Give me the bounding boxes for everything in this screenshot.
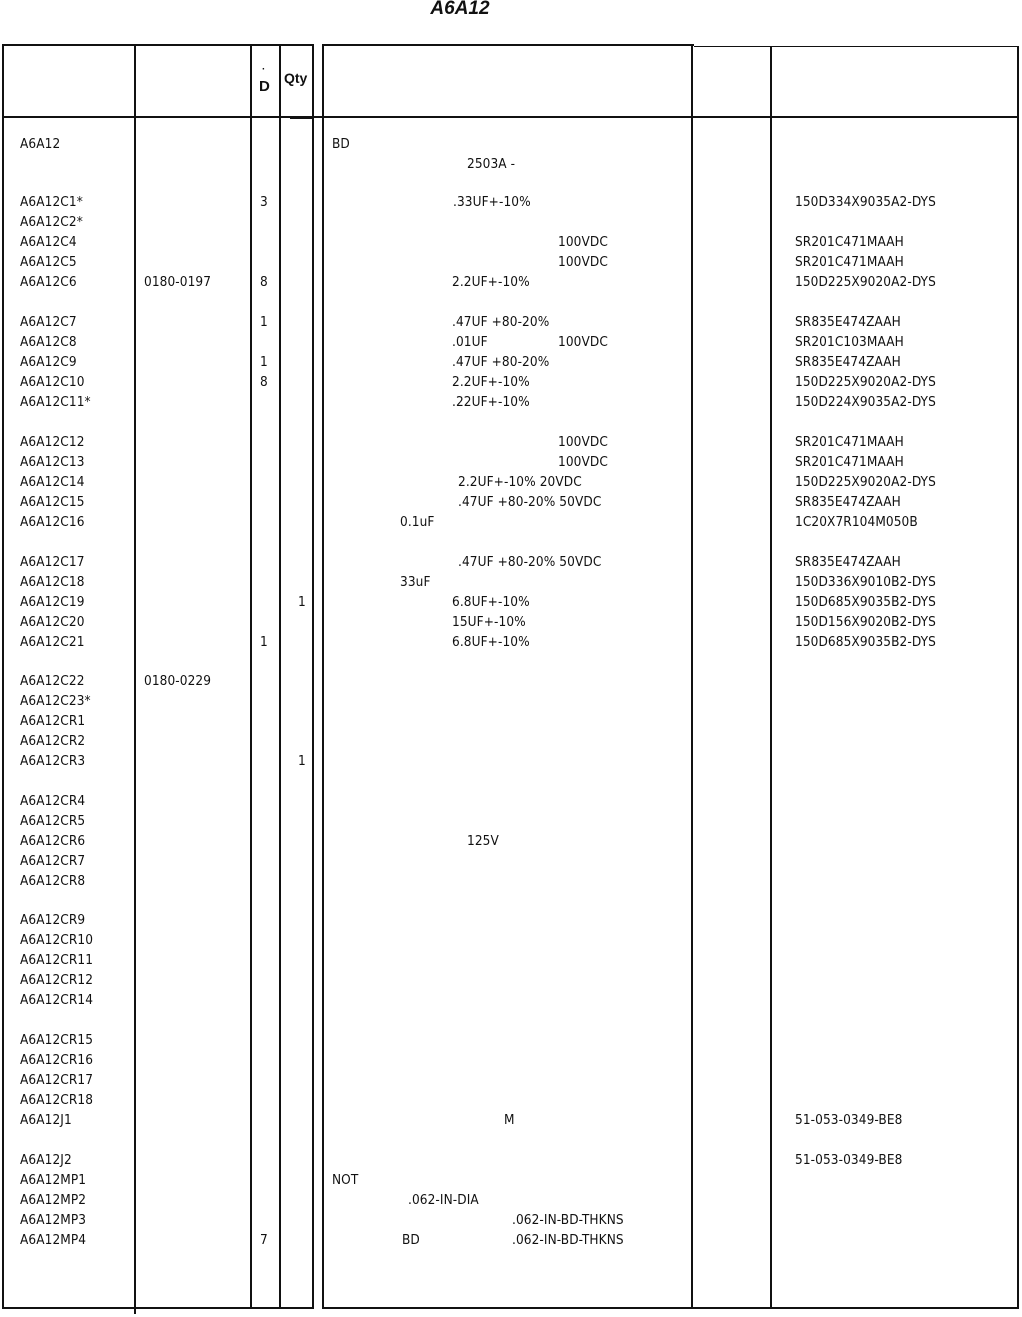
reference-designator: A6A12C1* [20, 194, 83, 210]
description-text: 15UF+-10% [452, 614, 526, 630]
reference-designator: A6A12C12 [20, 434, 85, 450]
part-number: 0180-0197 [144, 274, 212, 290]
mfr-part-number: SR201C471MAAH [795, 454, 904, 470]
description-text: .33UF+-10% [453, 194, 531, 210]
description-text: .47UF +80-20% 50VDC [458, 554, 602, 570]
table-bottom-rule-left [2, 1307, 312, 1309]
reference-designator: A6A12CR15 [20, 1032, 94, 1048]
description-text: 6.8UF+-10% [452, 594, 530, 610]
description-text: 0.1uF [400, 514, 435, 530]
col-rule-qty-gap [312, 44, 314, 1309]
reference-designator: A6A12CR16 [20, 1052, 94, 1068]
reference-designator: A6A12J2 [20, 1152, 72, 1168]
mfr-part-number: SR835E474ZAAH [795, 494, 901, 510]
mfr-part-number: SR201C103MAAH [795, 334, 904, 350]
description-text: 6.8UF+-10% [452, 634, 530, 650]
quantity: 1 [298, 594, 306, 610]
reference-designator: A6A12C15 [20, 494, 85, 510]
part-number: 0180-0229 [144, 673, 212, 689]
mfr-part-number: 1C20X7R104M050B [795, 514, 918, 530]
description-text: 2.2UF+-10% [452, 274, 530, 290]
col-rule-right-edge [1017, 46, 1019, 1309]
description-text: 100VDC [558, 334, 608, 350]
header-cd-label: D [259, 78, 270, 95]
description-text: M [504, 1112, 515, 1128]
mfr-part-number: SR835E474ZAAH [795, 314, 901, 330]
reference-designator: A6A12C9 [20, 354, 77, 370]
reference-designator: A6A12C2* [20, 214, 83, 230]
col-rule-ref-pn [134, 44, 136, 1314]
reference-designator: A6A12C11* [20, 394, 91, 410]
reference-designator: A6A12CR18 [20, 1092, 94, 1108]
reference-designator: A6A12MP4 [20, 1232, 87, 1248]
check-digit: 8 [260, 274, 268, 290]
reference-designator: A6A12CR17 [20, 1072, 94, 1088]
description-text: 33uF [400, 574, 431, 590]
col-rule-cd-qty [279, 44, 281, 1309]
reference-designator: A6A12C8 [20, 334, 77, 350]
description-text: NOT [332, 1172, 359, 1188]
mfr-part-number: 150D334X9035A2-DYS [795, 194, 936, 210]
reference-designator: A6A12J1 [20, 1112, 72, 1128]
description-text: .062-IN-BD-THKNS [512, 1232, 624, 1248]
reference-designator: A6A12CR14 [20, 992, 94, 1008]
description-text: 100VDC [558, 454, 608, 470]
table-top-rule-far-right [694, 46, 1018, 47]
header-qty-label: Qty [284, 70, 308, 86]
description-text: 100VDC [558, 434, 608, 450]
table-bottom-rule-right [322, 1307, 1019, 1309]
description-text: BD [332, 136, 350, 152]
mfr-part-number: 150D685X9035B2-DYS [795, 594, 936, 610]
reference-designator: A6A12CR6 [20, 833, 86, 849]
reference-designator: A6A12 [20, 136, 61, 152]
mfr-part-number: 150D336X9010B2-DYS [795, 574, 936, 590]
check-digit: 1 [260, 354, 268, 370]
description-text: 2.2UF+-10% [452, 374, 530, 390]
col-rule-pn-cd [250, 44, 252, 1309]
reference-designator: A6A12C16 [20, 514, 85, 530]
description-text: .47UF +80-20% 50VDC [458, 494, 602, 510]
col-rule-desc-left [322, 44, 324, 1309]
reference-designator: A6A12C7 [20, 314, 77, 330]
check-digit: 3 [260, 194, 268, 210]
description-text: 2.2UF+-10% 20VDC [458, 474, 582, 490]
reference-designator: A6A12C4 [20, 234, 77, 250]
col-rule-desc-right [691, 44, 693, 1309]
description-text: BD [402, 1232, 420, 1248]
reference-designator: A6A12CR4 [20, 793, 86, 809]
reference-designator: A6A12MP3 [20, 1212, 87, 1228]
reference-designator: A6A12MP1 [20, 1172, 87, 1188]
table-top-rule-right [322, 44, 694, 46]
description-text: .01UF [452, 334, 488, 350]
mfr-part-number: SR201C471MAAH [795, 434, 904, 450]
qty-header-dash [290, 116, 314, 119]
mfr-part-number: SR835E474ZAAH [795, 354, 901, 370]
reference-designator: A6A12C21 [20, 634, 85, 650]
mfr-part-number: 150D225X9020A2-DYS [795, 374, 936, 390]
page-title: A6A12 [430, 0, 490, 19]
description-text: .47UF +80-20% [452, 314, 550, 330]
mfr-part-number: 150D156X9020B2-DYS [795, 614, 936, 630]
mfr-part-number: 51-053-0349-BE8 [795, 1112, 903, 1128]
reference-designator: A6A12C10 [20, 374, 85, 390]
description-text: 125V [467, 833, 499, 849]
description-text: .47UF +80-20% [452, 354, 550, 370]
reference-designator: A6A12C17 [20, 554, 85, 570]
reference-designator: A6A12C19 [20, 594, 85, 610]
header-tick-mark: · [262, 64, 266, 75]
header-rule [2, 116, 1018, 118]
reference-designator: A6A12C13 [20, 454, 85, 470]
mfr-part-number: 150D685X9035B2-DYS [795, 634, 936, 650]
mfr-part-number: SR835E474ZAAH [795, 554, 901, 570]
description-text: 100VDC [558, 254, 608, 270]
mfr-part-number: 150D225X9020A2-DYS [795, 474, 936, 490]
col-rule-mfr-left [770, 46, 772, 1309]
reference-designator: A6A12C20 [20, 614, 85, 630]
reference-designator: A6A12CR9 [20, 912, 86, 928]
description-text: .22UF+-10% [452, 394, 530, 410]
mfr-part-number: 150D224X9035A2-DYS [795, 394, 936, 410]
description-text: 2503A - [467, 156, 516, 172]
reference-designator: A6A12C22 [20, 673, 85, 689]
reference-designator: A6A12CR10 [20, 932, 94, 948]
reference-designator: A6A12CR5 [20, 813, 86, 829]
check-digit: 1 [260, 314, 268, 330]
mfr-part-number: 51-053-0349-BE8 [795, 1152, 903, 1168]
mfr-part-number: SR201C471MAAH [795, 254, 904, 270]
description-text: .062-IN-BD-THKNS [512, 1212, 624, 1228]
reference-designator: A6A12CR11 [20, 952, 94, 968]
mfr-part-number: 150D225X9020A2-DYS [795, 274, 936, 290]
reference-designator: A6A12C5 [20, 254, 77, 270]
reference-designator: A6A12CR8 [20, 873, 86, 889]
reference-designator: A6A12C6 [20, 274, 77, 290]
reference-designator: A6A12CR3 [20, 753, 86, 769]
reference-designator: A6A12C14 [20, 474, 85, 490]
check-digit: 8 [260, 374, 268, 390]
reference-designator: A6A12CR2 [20, 733, 86, 749]
check-digit: 7 [260, 1232, 268, 1248]
reference-designator: A6A12C23* [20, 693, 91, 709]
reference-designator: A6A12CR7 [20, 853, 86, 869]
quantity: 1 [298, 753, 306, 769]
reference-designator: A6A12C18 [20, 574, 85, 590]
reference-designator: A6A12CR12 [20, 972, 94, 988]
reference-designator: A6A12CR1 [20, 713, 86, 729]
col-rule-left-edge [2, 44, 4, 1309]
description-text: .062-IN-DIA [408, 1192, 479, 1208]
mfr-part-number: SR201C471MAAH [795, 234, 904, 250]
description-text: 100VDC [558, 234, 608, 250]
table-top-rule-left [2, 44, 312, 46]
reference-designator: A6A12MP2 [20, 1192, 87, 1208]
check-digit: 1 [260, 634, 268, 650]
